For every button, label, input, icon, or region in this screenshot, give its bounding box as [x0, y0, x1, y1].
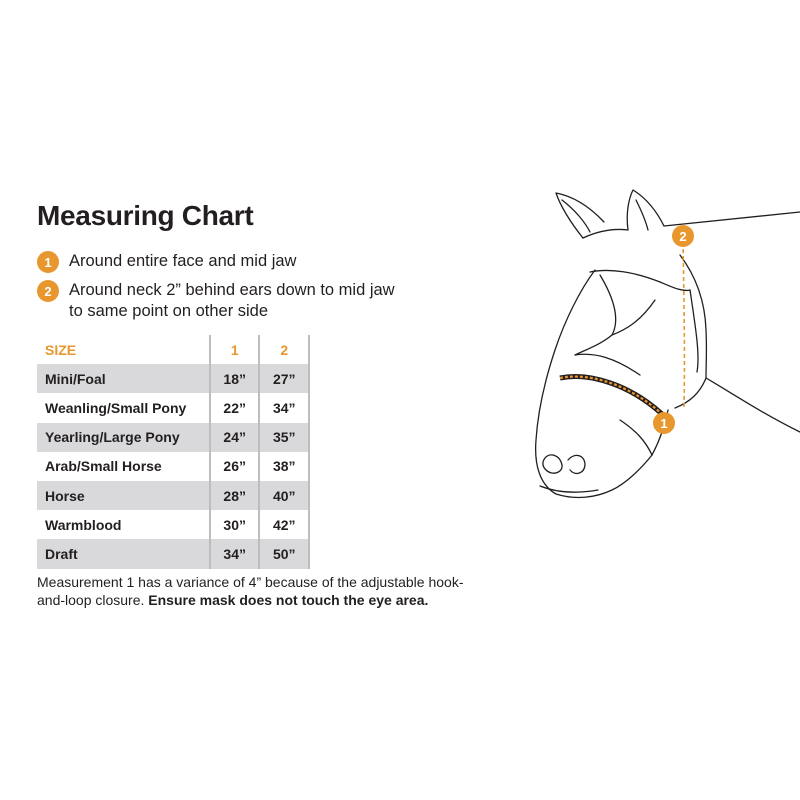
- size-cell: Arab/Small Horse: [45, 458, 162, 475]
- note-text: Measurement 1 has a variance of 4” because of the adjustable hook-and-loop closure.: [37, 574, 464, 608]
- measure-2-cell: 34”: [259, 393, 309, 422]
- front-ear-inner: [636, 200, 648, 230]
- page-title: Measuring Chart: [37, 200, 254, 231]
- measure-2-cell: 38”: [259, 452, 309, 481]
- measure-2-cell: 27”: [259, 364, 309, 393]
- marker-1-label: 1: [660, 416, 668, 431]
- table-row: [37, 364, 309, 393]
- back-ear-inner: [562, 200, 590, 232]
- step-1-badge: 1: [37, 251, 59, 273]
- marker-2-label: 2: [679, 229, 687, 244]
- mask-seam-top: [590, 270, 690, 290]
- mask-eye-panel: [575, 275, 616, 355]
- mask-eye-panel-2: [612, 300, 655, 335]
- measure-2-cell: 42”: [259, 510, 309, 539]
- face-profile: [536, 270, 652, 497]
- mask-nose-seam: [575, 354, 640, 375]
- measure-2-cell: 35”: [259, 423, 309, 452]
- measure-1-cell: 24”: [210, 423, 260, 452]
- measurement-note: [37, 573, 467, 609]
- mouth-line: [540, 486, 598, 492]
- marker-2: [672, 225, 694, 247]
- size-cell: Mini/Foal: [37, 364, 210, 393]
- mask-side-seam: [690, 290, 698, 372]
- nostril: [543, 455, 562, 473]
- table-row: [37, 393, 309, 422]
- step-1-text: Around entire face and mid jaw: [69, 252, 297, 270]
- measure-1-cell: 22”: [210, 393, 260, 422]
- size-cell: Weanling/Small Pony: [45, 399, 187, 416]
- header-size: SIZE: [45, 341, 77, 358]
- step-2-text: Around neck 2” behind ears down to mid jaw to same point on other side: [69, 281, 395, 320]
- measurement-1-line: [560, 377, 662, 414]
- mask-back-edge: [675, 255, 706, 408]
- size-cell: Draft: [37, 539, 210, 568]
- neck-bottom-line: [706, 378, 800, 432]
- size-cell: Yearling/Large Pony: [37, 423, 210, 452]
- table-row: [37, 452, 309, 481]
- table-row: [37, 423, 309, 452]
- cheek-line: [620, 420, 652, 455]
- horse-head-diagram: [520, 180, 800, 510]
- header-measure-2: 2: [259, 335, 309, 364]
- measure-1-cell: 30”: [210, 510, 260, 539]
- header-measure-1: 1: [210, 335, 260, 364]
- table-row: [37, 539, 309, 568]
- size-table: [37, 335, 310, 569]
- measurement-2-line: [683, 242, 684, 410]
- measure-2-cell: 40”: [259, 481, 309, 510]
- size-cell: Horse: [37, 481, 210, 510]
- note-warning: Ensure mask does not touch the eye area.: [148, 592, 429, 608]
- measure-1-cell: 18”: [210, 364, 260, 393]
- measure-1-cell: 26”: [210, 452, 260, 481]
- measure-1-cell: 34”: [210, 539, 260, 568]
- table-header-row: [37, 335, 309, 364]
- nostril-2: [568, 455, 585, 473]
- measure-1-cell: 28”: [210, 481, 260, 510]
- table-row: [37, 510, 309, 539]
- neck-top-line: [664, 212, 800, 226]
- measure-2-cell: 50”: [259, 539, 309, 568]
- table-row: [37, 481, 309, 510]
- back-ear-outline: [556, 193, 604, 238]
- size-cell: Warmblood: [45, 516, 122, 533]
- marker-1: [653, 412, 675, 434]
- step-2-badge: 2: [37, 280, 59, 302]
